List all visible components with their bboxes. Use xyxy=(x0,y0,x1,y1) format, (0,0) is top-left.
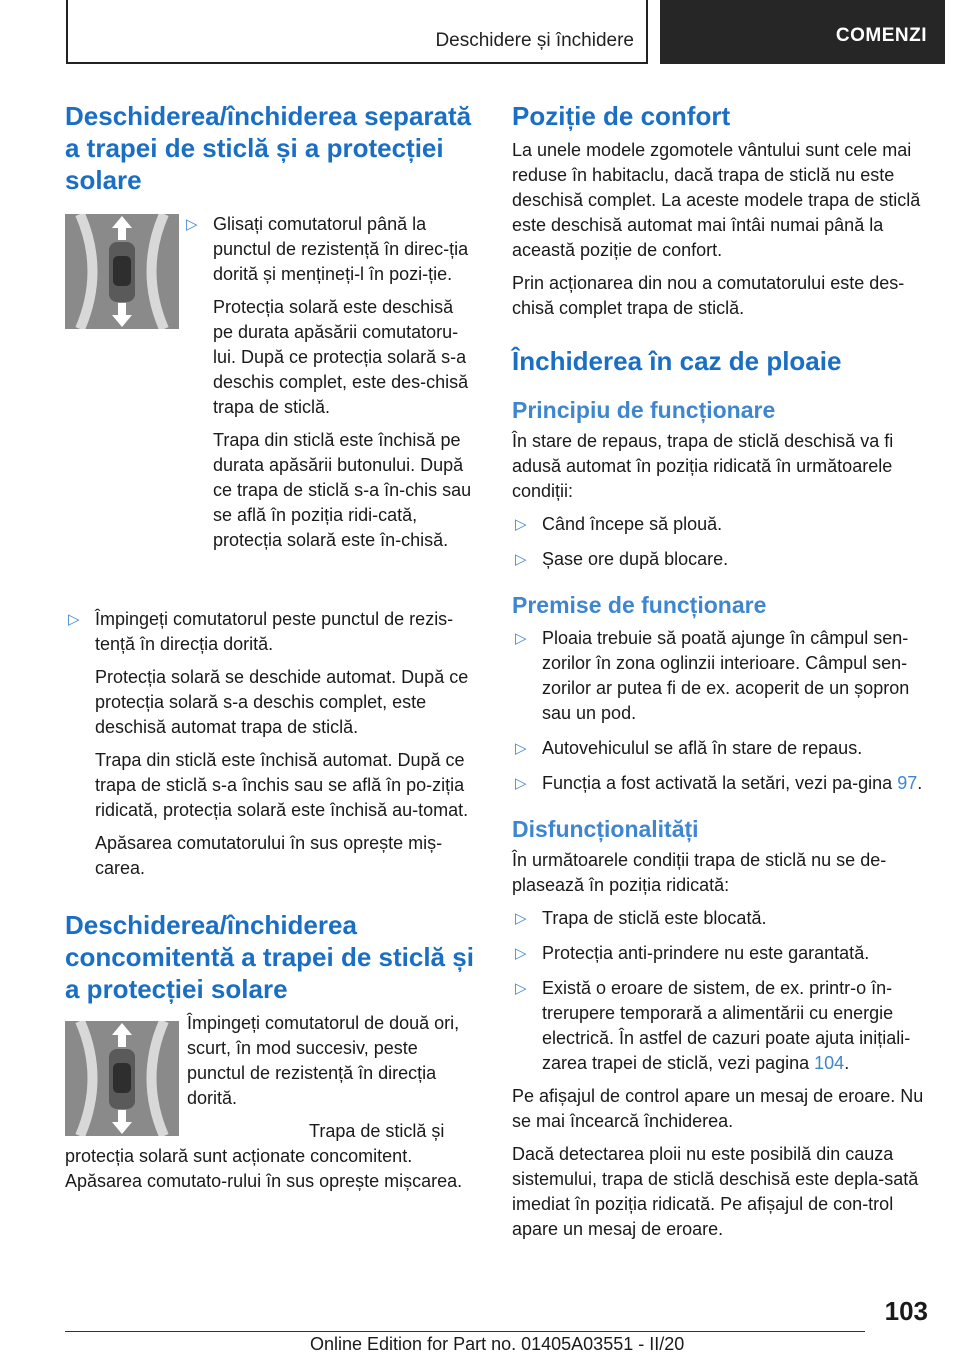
heading-malfunctions: Disfuncționalități xyxy=(512,816,699,842)
right-column xyxy=(512,100,926,1242)
switch-illustration-1 xyxy=(65,214,179,329)
bullet-text: Trapa de sticlă este blocată. xyxy=(542,908,767,928)
header-chapter-label: COMENZI xyxy=(835,25,927,46)
switch-illustration-2 xyxy=(65,1021,179,1136)
bullet-triangle-icon: ▷ xyxy=(515,630,527,647)
bullet-text: Ploaia trebuie să poată ajunge în câmpul sen-zorilor în zona oglinzii interioare. Câmpul sen-zorilor ar putea fi de ex. acoperit de un șopron sau un pod. xyxy=(542,628,910,723)
bullet-paragraph: Protecția solară se deschide automat. După ce protecția solară s-a deschis complet, este deschisă automat trapa de sticlă. xyxy=(95,667,469,737)
bullet-text: Autovehiculul se află în stare de repaus. xyxy=(542,738,863,758)
bullet-triangle-icon: ▷ xyxy=(515,775,527,792)
page-number: 103 xyxy=(884,1296,928,1326)
header-section-box xyxy=(66,0,648,64)
heading-principle: Principiu de funcționare xyxy=(512,397,776,423)
list-item xyxy=(183,212,477,553)
list-item xyxy=(512,976,926,1076)
bullet-triangle-icon: ▷ xyxy=(515,740,527,757)
heading-separate-opening: Deschiderea/închiderea separată a trapei de sticlă și a protecției solare xyxy=(65,101,472,195)
page-link-97[interactable]: 97 xyxy=(897,773,918,793)
separate-bullet-list xyxy=(183,212,477,553)
bullet-paragraph: Apăsarea comutatorului în sus oprește miș-carea. xyxy=(95,833,443,878)
list-item xyxy=(512,771,926,796)
heading-comfort-position: Poziție de confort xyxy=(512,101,731,131)
heading-premises: Premise de funcționare xyxy=(512,592,767,618)
header-section-title: Deschidere și închidere xyxy=(435,30,634,51)
malfunction-paragraph: În următoarele condiții trapa de sticlă nu se de-plasează în poziția ridicată: xyxy=(512,850,887,895)
bullet-text: Glisați comutatorul până la punctul de rezistență în direc-ția dorită și mențineți-l în pozi-ție. xyxy=(213,214,469,284)
simultaneous-paragraph: Împingeți comutatorul de două ori, scurt, în mod succesiv, peste punctul de rezistență în direcția dorită. xyxy=(187,1013,460,1108)
list-item xyxy=(512,547,926,572)
principle-list xyxy=(512,512,926,572)
comfort-paragraph-2: Prin acționarea din nou a comutatorului este des-chisă complet trapa de sticlă. xyxy=(512,273,905,318)
malfunction-paragraph-2: Pe afișajul de control apare un mesaj de eroare. Nu se mai încearcă închiderea. xyxy=(512,1086,924,1131)
principle-paragraph: În stare de repaus, trapa de sticlă deschisă va fi adusă automat în poziția ridicată în următoarele condiții: xyxy=(512,431,894,501)
list-item xyxy=(512,512,926,537)
bullet-triangle-icon: ▷ xyxy=(68,611,80,628)
header-chapter-tab xyxy=(660,0,945,64)
bullet-text: Există o eroare de sistem, de ex. printr-o în-trerupere temporară a alimentării cu energie electrică. În astfel de cazuri poate ajuta inițiali-zarea trapei de sticlă, vezi pagina xyxy=(542,978,911,1073)
heading-rain-closing: Închiderea în caz de ploaie xyxy=(512,346,842,376)
separate-block xyxy=(65,212,477,607)
list-item xyxy=(512,626,926,726)
bullet-text-end: . xyxy=(844,1053,850,1073)
bullet-triangle-icon: ▷ xyxy=(186,216,198,233)
bullet-text: Când începe să plouă. xyxy=(542,514,723,534)
list-item xyxy=(512,941,926,966)
bullet-text-end: . xyxy=(917,773,923,793)
list-item xyxy=(512,736,926,761)
bullet-paragraph: Trapa din sticlă este închisă pe durata apăsării butonului. După ce trapa de sticlă s-a în-chis sau se află în poziția ridi-cată, protecția solară este în-chisă. xyxy=(213,430,472,550)
bullet-triangle-icon: ▷ xyxy=(515,980,527,997)
bullet-triangle-icon: ▷ xyxy=(515,910,527,927)
footer-edition: Online Edition for Part no. 01405A03551 - II/20 xyxy=(310,1334,685,1354)
bullet-triangle-icon: ▷ xyxy=(515,551,527,568)
malfunction-list xyxy=(512,906,926,1076)
heading-simultaneous-opening: Deschiderea/închiderea concomitentă a trapei de sticlă și a protecției solare xyxy=(65,910,474,1004)
bullet-paragraph: Trapa din sticlă este închisă automat. După ce trapa de sticlă s-a închis sau se află în po-ziția ridicată, protecția solară este închisă au-tomat. xyxy=(95,750,469,820)
left-column xyxy=(65,100,477,1194)
bullet-text: Funcția a fost activată la setări, vezi pa-gina xyxy=(542,773,898,793)
bullet-text: Împingeți comutatorul peste punctul de rezis-tență în direcția dorită. xyxy=(95,609,454,654)
malfunction-paragraph-3: Dacă detectarea ploii nu este posibilă din cauza sistemului, trapa de sticlă deschisă este depla-sată imediat în poziția ridicată. Pe afișajul de con-trol apare un mesaj de eroare. xyxy=(512,1144,919,1239)
comfort-paragraph: La unele modele zgomotele vântului sunt cele mai reduse în habitaclu, dacă trapa de sticlă nu este deschisă complet. La aceste modele trapa de sticlă este deschisă automat mai întâi numai până la această poziție de confort. xyxy=(512,140,921,260)
footer-divider xyxy=(65,1331,865,1332)
premises-list xyxy=(512,626,926,796)
list-item xyxy=(65,607,477,881)
bullet-text: Protecția anti-prindere nu este garantată. xyxy=(542,943,870,963)
page-link-104[interactable]: 104 xyxy=(814,1053,845,1073)
auto-bullet-list xyxy=(65,607,477,881)
simultaneous-block xyxy=(65,1011,477,1194)
bullet-text: Șase ore după blocare. xyxy=(542,549,729,569)
bullet-triangle-icon: ▷ xyxy=(515,516,527,533)
bullet-paragraph: Protecția solară este deschisă pe durata apăsării comutatoru-lui. După ce protecția solară s-a deschis complet, este des-chisă trapa de sticlă. xyxy=(213,297,469,417)
list-item xyxy=(512,906,926,931)
bullet-triangle-icon: ▷ xyxy=(515,945,527,962)
simultaneous-paragraph-2: Trapa de sticlă și protecția solară sunt acționate concomitent. Apăsarea comutato-rului în sus oprește mișcarea. xyxy=(65,1121,463,1191)
